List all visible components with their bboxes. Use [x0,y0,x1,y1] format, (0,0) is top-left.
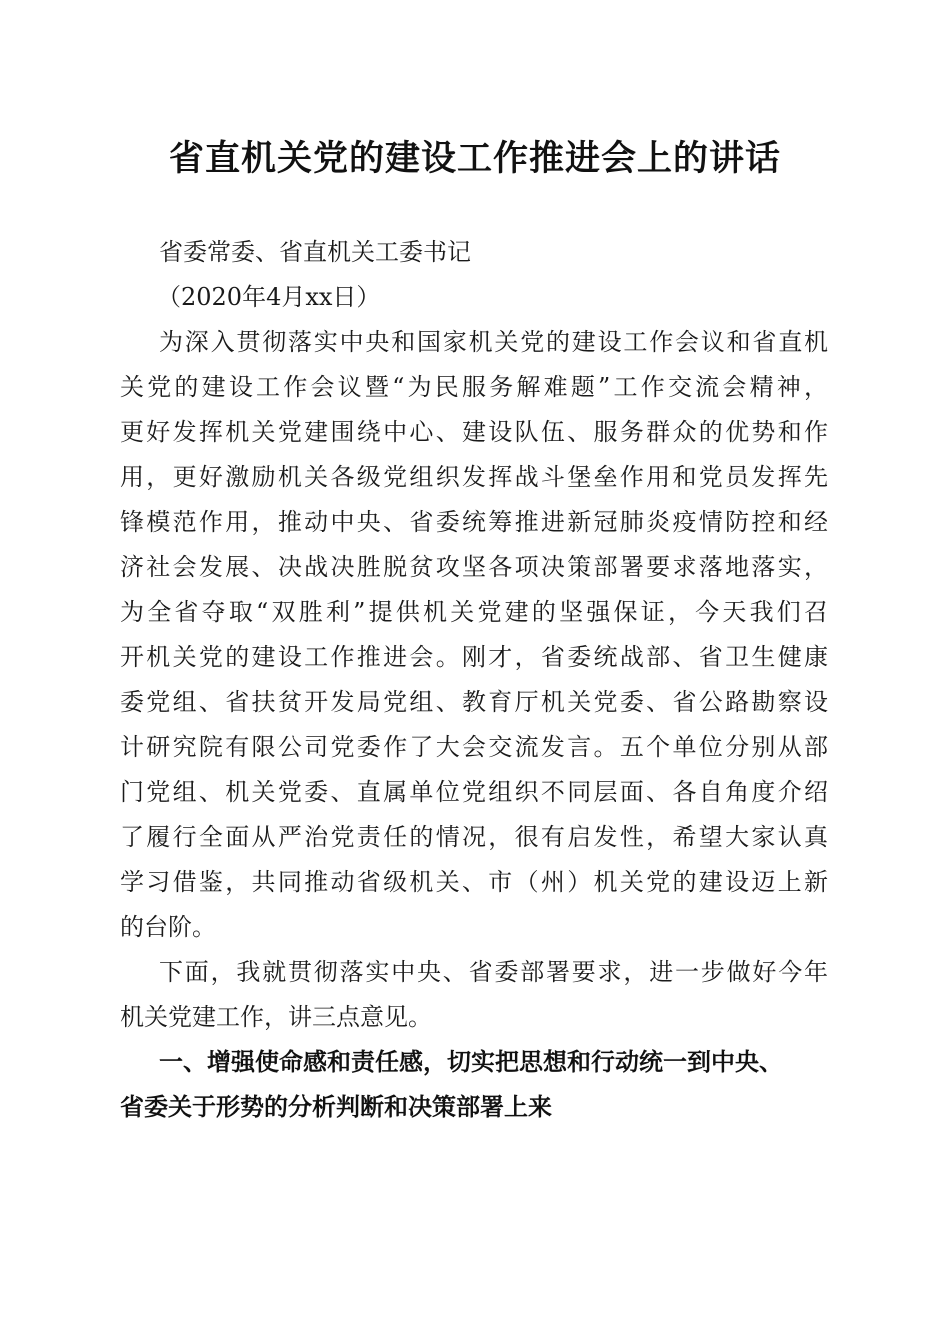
paragraph-line: 下面，我就贯彻落实中央、省委部署要求，进一步做好今年 [159,958,828,986]
paragraph-line: 委党组、省扶贫开发局党组、教育厅机关党委、省公路勘察设 [120,688,828,716]
date-line: （2020年4月xx日） [157,283,381,311]
document-title: 省直机关党的建设工作推进会上的讲话 [168,138,781,179]
paragraph-line: 开机关党的建设工作推进会。刚才，省委统战部、省卫生健康 [120,643,828,671]
paragraph-line: 了履行全面从严治党责任的情况，很有启发性，希望大家认真 [120,823,828,851]
heading-line: 省委关于形势的分析判断和决策部署上来 [120,1093,552,1121]
paragraph-line: 关党的建设工作会议暨“为民服务解难题”工作交流会精神， [120,373,828,401]
paragraph-line: 计研究院有限公司党委作了大会交流发言。五个单位分别从部 [120,733,828,761]
paragraph-transition [120,950,828,1040]
paragraph-line: 济社会发展、决战决胜脱贫攻坚各项决策部署要求落地落实， [120,553,828,581]
speaker-line: 省委常委、省直机关工委书记 [159,238,471,266]
paragraph-line: 学习借鉴，共同推动省级机关、市（州）机关党的建设迈上新 [120,868,828,896]
paragraph-line: 更好发挥机关党建围绕中心、建设队伍、服务群众的优势和作 [120,418,828,446]
heading-line: 一、增强使命感和责任感，切实把思想和行动统一到中央、 [159,1048,783,1076]
paragraph-intro [120,320,828,950]
paragraph-line: 锋模范作用，推动中央、省委统筹推进新冠肺炎疫情防控和经 [120,508,828,536]
section-heading-1 [120,1040,828,1130]
paragraph-line: 机关党建工作，讲三点意见。 [120,1003,432,1031]
paragraph-line: 门党组、机关党委、直属单位党组织不同层面、各自角度介绍 [120,778,828,806]
paragraph-line: 用，更好激励机关各级党组织发挥战斗堡垒作用和党员发挥先 [120,463,828,491]
document-body [120,230,828,1130]
paragraph-line: 为深入贯彻落实中央和国家机关党的建设工作会议和省直机 [159,328,828,356]
paragraph-line: 为全省夺取“双胜利”提供机关党建的坚强保证，今天我们召 [120,598,828,626]
paragraph-line: 的台阶。 [120,913,216,941]
